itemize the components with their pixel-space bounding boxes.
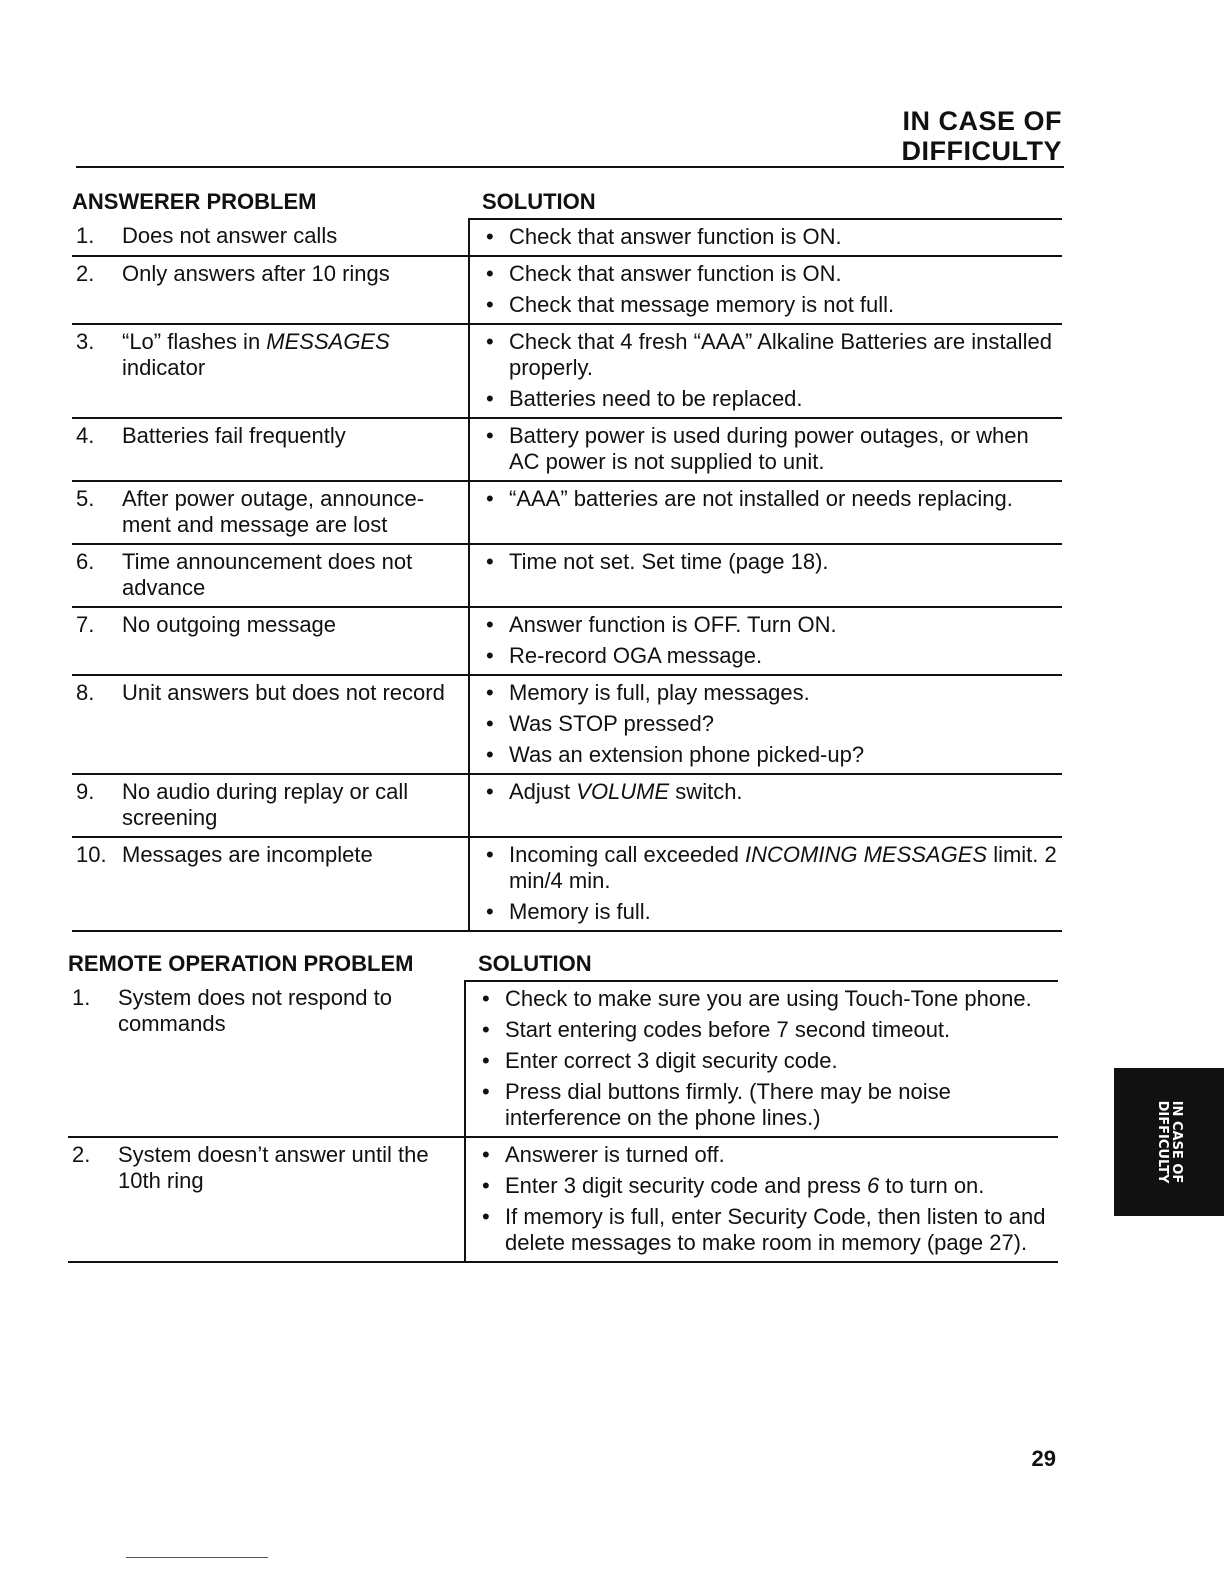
solution-item: • Check that answer function is ON. [484, 224, 1062, 250]
answerer-problem-cell [72, 607, 469, 675]
answerer-problem-cell [72, 481, 469, 544]
answerer-solution-cell [469, 324, 1062, 418]
answerer-problem-cell [72, 675, 469, 774]
problem-text: No outgoing message [122, 612, 337, 637]
answerer-solution-cell [469, 607, 1062, 675]
answerer-row [72, 837, 1062, 931]
remote-problem-cell [68, 1137, 465, 1262]
side-tab-label: IN CASE OF DIFFICULTY [1155, 1100, 1184, 1184]
remote-solution-cell [465, 1137, 1058, 1262]
answerer-problem-cell [72, 418, 469, 481]
header-line-2: DIFFICULTY [901, 136, 1062, 166]
solution-item: • Time not set. Set time (page 18). [484, 549, 1062, 575]
problem-text: Messages are incomplete [122, 842, 373, 867]
problem-text: Batteries fail frequently [122, 423, 346, 448]
problem-number: 2. [76, 261, 95, 286]
answerer-solution-cell [469, 219, 1062, 256]
answerer-solution-cell [469, 837, 1062, 931]
remote-problem-heading: REMOTE OPERATION PROBLEM [68, 951, 414, 976]
solution-item: • Check that answer function is ON. [484, 261, 1062, 287]
solution-list [484, 549, 1062, 575]
problem-text: “Lo” flashes in MESSAGES indicator [122, 329, 390, 380]
solution-list [484, 486, 1062, 512]
solution-list [484, 329, 1062, 412]
solution-item: • Answerer is turned off. [480, 1142, 1058, 1168]
problem-text: System doesn’t answer until the 10th ring [118, 1142, 429, 1193]
solution-list [480, 986, 1058, 1131]
answerer-row [72, 256, 1062, 324]
header-line-1: IN CASE OF [902, 106, 1062, 136]
solution-item: • Battery power is used during power outages, or when AC power is not supplied to unit. [484, 423, 1062, 475]
solution-list [484, 842, 1062, 925]
solution-item: • Start entering codes before 7 second timeout. [480, 1017, 1058, 1043]
answerer-row [72, 481, 1062, 544]
answerer-row [72, 324, 1062, 418]
bottom-line [126, 1557, 268, 1558]
page-number: 29 [1031, 1446, 1056, 1471]
answerer-solution-cell [469, 675, 1062, 774]
answerer-solution-cell [469, 481, 1062, 544]
problem-number: 5. [76, 486, 95, 511]
problem-number: 10. [76, 842, 107, 867]
solution-list [484, 612, 1062, 669]
solution-item: • Was STOP pressed? [484, 711, 1062, 737]
problem-number: 1. [72, 985, 91, 1010]
answerer-row [72, 219, 1062, 256]
answerer-solution-cell [469, 418, 1062, 481]
answerer-row [72, 544, 1062, 607]
solution-list [480, 1142, 1058, 1256]
problem-number: 8. [76, 680, 95, 705]
solution-item: • Enter 3 digit security code and press 6 to turn on. [480, 1173, 1058, 1199]
remote-row [68, 981, 1058, 1137]
solution-item: • Adjust VOLUME switch. [484, 779, 1062, 805]
problem-text: No audio during replay or call screening [122, 779, 409, 830]
page-header [902, 106, 1062, 166]
solution-item: • “AAA” batteries are not installed or needs replacing. [484, 486, 1062, 512]
problem-number: 7. [76, 612, 95, 637]
solution-item: • Memory is full. [484, 899, 1062, 925]
solution-item: • Batteries need to be replaced. [484, 386, 1062, 412]
problem-text: Unit answers but does not record [122, 680, 445, 705]
solution-item: • Memory is full, play messages. [484, 680, 1062, 706]
answerer-problem-cell [72, 324, 469, 418]
answerer-solution-cell [469, 774, 1062, 837]
solution-list [484, 779, 1062, 805]
answerer-headings [72, 183, 1062, 218]
solution-item: • Was an extension phone picked-up? [484, 742, 1062, 768]
answerer-solution-cell [469, 256, 1062, 324]
answerer-row [72, 418, 1062, 481]
problem-text: Time announcement does not advance [122, 549, 413, 600]
problem-text: System does not respond to commands [118, 985, 392, 1036]
solution-list [484, 680, 1062, 768]
answerer-solution-cell [469, 544, 1062, 607]
solution-item: • Enter correct 3 digit security code. [480, 1048, 1058, 1074]
answerer-problem-cell [72, 544, 469, 607]
solution-item: • Check that message memory is not full. [484, 292, 1062, 318]
remote-table [68, 980, 1058, 1263]
answerer-problem-cell [72, 837, 469, 931]
answerer-problem-cell [72, 256, 469, 324]
problem-number: 9. [76, 779, 95, 804]
answerer-solution-heading: SOLUTION [482, 189, 596, 214]
answerer-section [72, 183, 1062, 932]
solution-list [484, 261, 1062, 318]
problem-number: 2. [72, 1142, 91, 1167]
problem-number: 1. [76, 223, 95, 248]
solution-item: • Check to make sure you are using Touch-Tone phone. [480, 986, 1058, 1012]
remote-headings [68, 945, 1058, 980]
solution-list [484, 224, 1062, 250]
answerer-row [72, 607, 1062, 675]
side-tab [1114, 1068, 1224, 1216]
problem-text: After power outage, announce-ment and message are lost [122, 486, 425, 537]
problem-number: 3. [76, 329, 95, 354]
remote-problem-cell [68, 981, 465, 1137]
solution-item: • Re-record OGA message. [484, 643, 1062, 669]
answerer-row [72, 774, 1062, 837]
remote-solution-cell [465, 981, 1058, 1137]
remote-section [68, 945, 1058, 1263]
answerer-row [72, 675, 1062, 774]
answerer-table [72, 218, 1062, 932]
problem-number: 6. [76, 549, 95, 574]
solution-item: • If memory is full, enter Security Code, then listen to and delete messages to make room in memory (page 27). [480, 1204, 1058, 1256]
problem-text: Does not answer calls [122, 223, 338, 248]
solution-item: • Answer function is OFF. Turn ON. [484, 612, 1062, 638]
remote-solution-heading: SOLUTION [478, 951, 592, 976]
header-rule [76, 166, 1064, 168]
solution-item: • Check that 4 fresh “AAA” Alkaline Batteries are installed properly. [484, 329, 1062, 381]
answerer-problem-cell [72, 219, 469, 256]
answerer-problem-heading: ANSWERER PROBLEM [72, 189, 317, 214]
solution-item: • Press dial buttons firmly. (There may be noise interference on the phone lines.) [480, 1079, 1058, 1131]
remote-row [68, 1137, 1058, 1262]
problem-number: 4. [76, 423, 95, 448]
solution-list [484, 423, 1062, 475]
solution-item: • Incoming call exceeded INCOMING MESSAGES limit. 2 min/4 min. [484, 842, 1062, 894]
problem-text: Only answers after 10 rings [122, 261, 390, 286]
answerer-problem-cell [72, 774, 469, 837]
